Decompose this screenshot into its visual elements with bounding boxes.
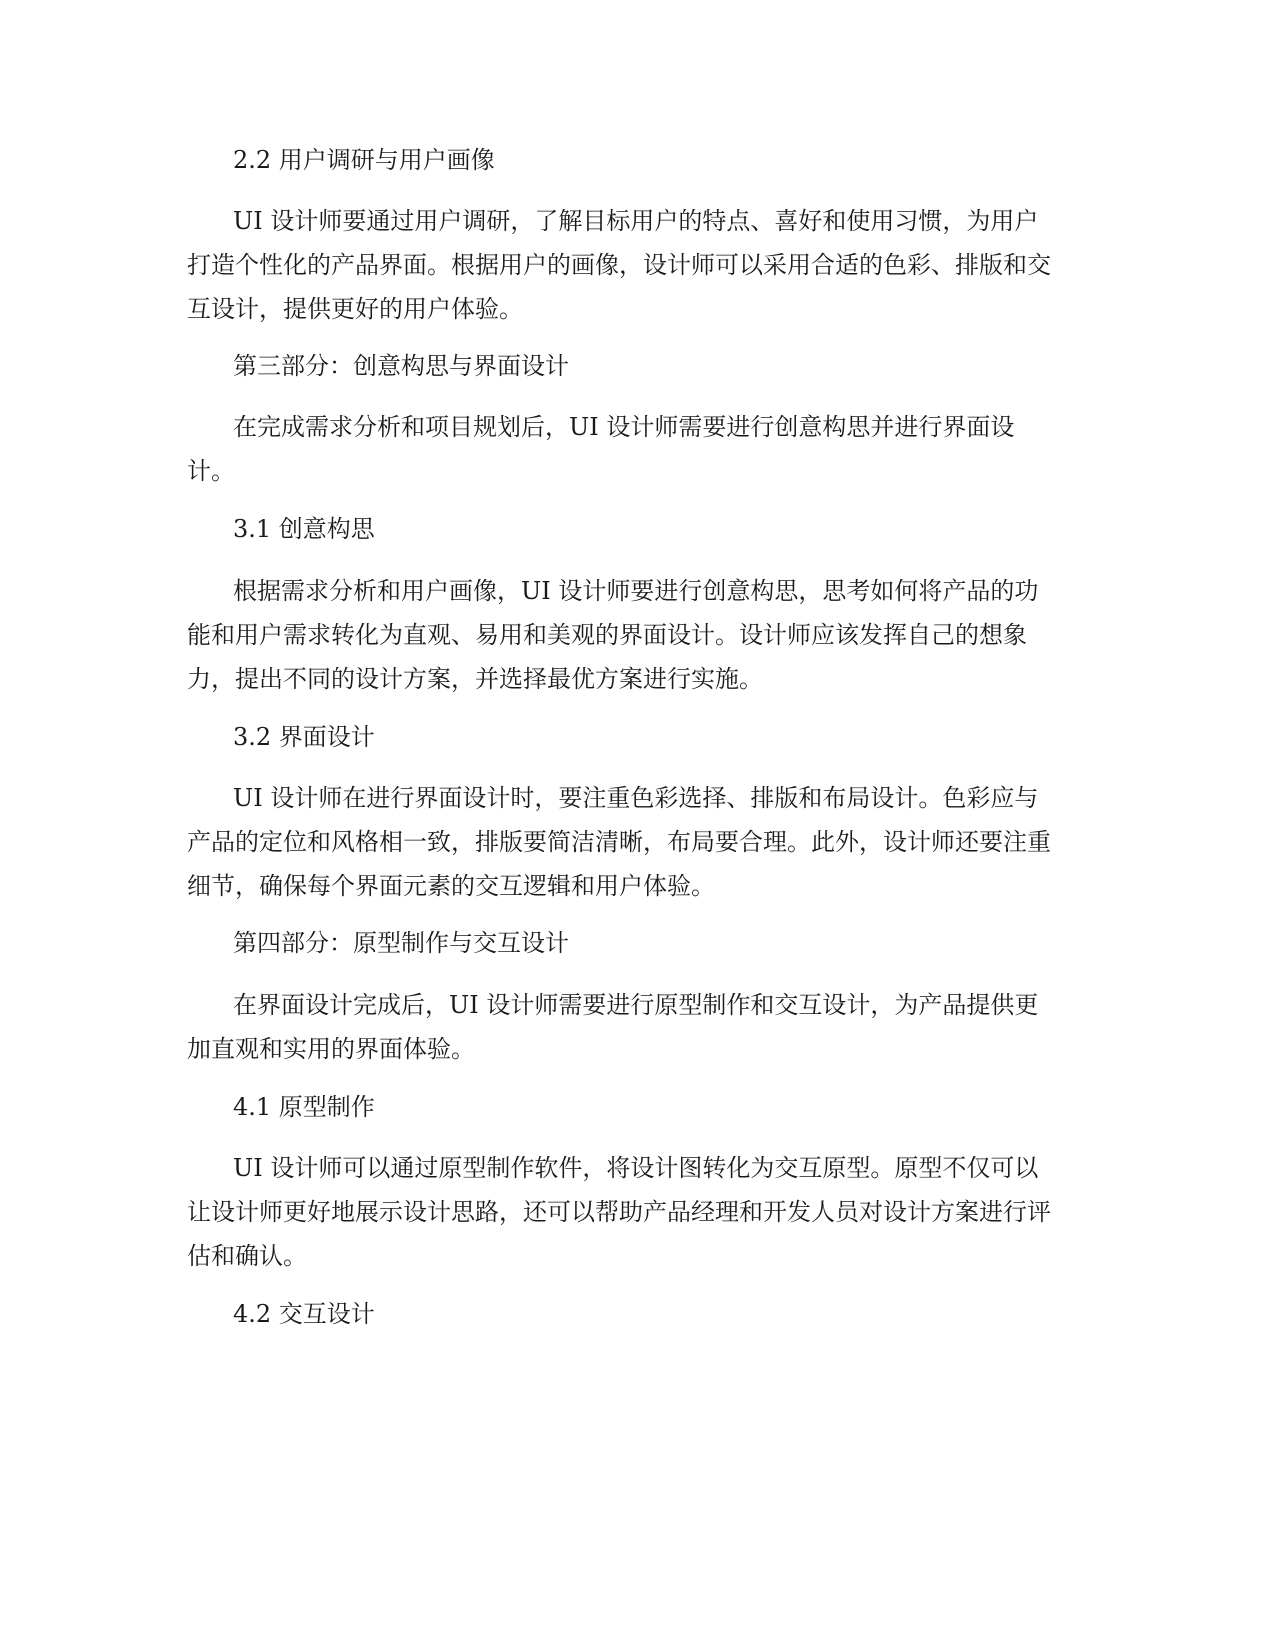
text-line: 打造个性化的产品界面。根据用户的画像，设计师可以采用合适的色彩、排版和交 <box>187 251 1051 279</box>
text-line: 计。 <box>187 457 235 485</box>
text-line: 根据需求分析和用户画像，UI 设计师要进行创意构思，思考如何将产品的功 <box>233 577 1039 605</box>
body-paragraph <box>187 776 1087 908</box>
text-line: 加直观和实用的界面体验。 <box>187 1035 475 1063</box>
text-line: UI 设计师可以通过原型制作软件，将设计图转化为交互原型。原型不仅可以 <box>233 1154 1039 1182</box>
section-heading-3-2 <box>187 715 1087 759</box>
body-paragraph <box>187 405 1087 493</box>
text-line: 细节，确保每个界面元素的交互逻辑和用户体验。 <box>187 872 715 900</box>
text-line: 4.2 交互设计 <box>233 1300 375 1328</box>
section-heading-4-1 <box>187 1085 1087 1129</box>
body-paragraph <box>187 983 1087 1071</box>
text-line: 估和确认。 <box>187 1242 307 1270</box>
text-line: 第三部分：创意构思与界面设计 <box>233 352 569 380</box>
text-line: 互设计，提供更好的用户体验。 <box>187 295 523 323</box>
section-heading-3-1 <box>187 507 1087 551</box>
text-line: 产品的定位和风格相一致，排版要简洁清晰，布局要合理。此外，设计师还要注重 <box>187 828 1051 856</box>
text-line: UI 设计师要通过用户调研，了解目标用户的特点、喜好和使用习惯，为用户 <box>233 207 1039 235</box>
text-line: 能和用户需求转化为直观、易用和美观的界面设计。设计师应该发挥自己的想象 <box>187 621 1027 649</box>
text-line: 2.2 用户调研与用户画像 <box>233 146 495 174</box>
body-paragraph <box>187 1146 1087 1278</box>
body-paragraph <box>187 569 1087 701</box>
body-paragraph <box>187 199 1087 331</box>
text-line: UI 设计师在进行界面设计时，要注重色彩选择、排版和布局设计。色彩应与 <box>233 784 1039 812</box>
text-line: 在界面设计完成后，UI 设计师需要进行原型制作和交互设计，为产品提供更 <box>233 991 1039 1019</box>
text-line: 第四部分：原型制作与交互设计 <box>233 929 569 957</box>
text-line: 在完成需求分析和项目规划后，UI 设计师需要进行创意构思并进行界面设 <box>233 413 1015 441</box>
part-heading-3 <box>187 344 1087 388</box>
section-heading-4-2 <box>187 1292 1087 1336</box>
text-line: 让设计师更好地展示设计思路，还可以帮助产品经理和开发人员对设计方案进行评 <box>187 1198 1051 1226</box>
section-heading-2-2 <box>187 138 1087 182</box>
text-line: 4.1 原型制作 <box>233 1093 375 1121</box>
part-heading-4 <box>187 921 1087 965</box>
text-line: 3.1 创意构思 <box>233 515 375 543</box>
text-line: 3.2 界面设计 <box>233 723 375 751</box>
text-line: 力，提出不同的设计方案，并选择最优方案进行实施。 <box>187 665 763 693</box>
